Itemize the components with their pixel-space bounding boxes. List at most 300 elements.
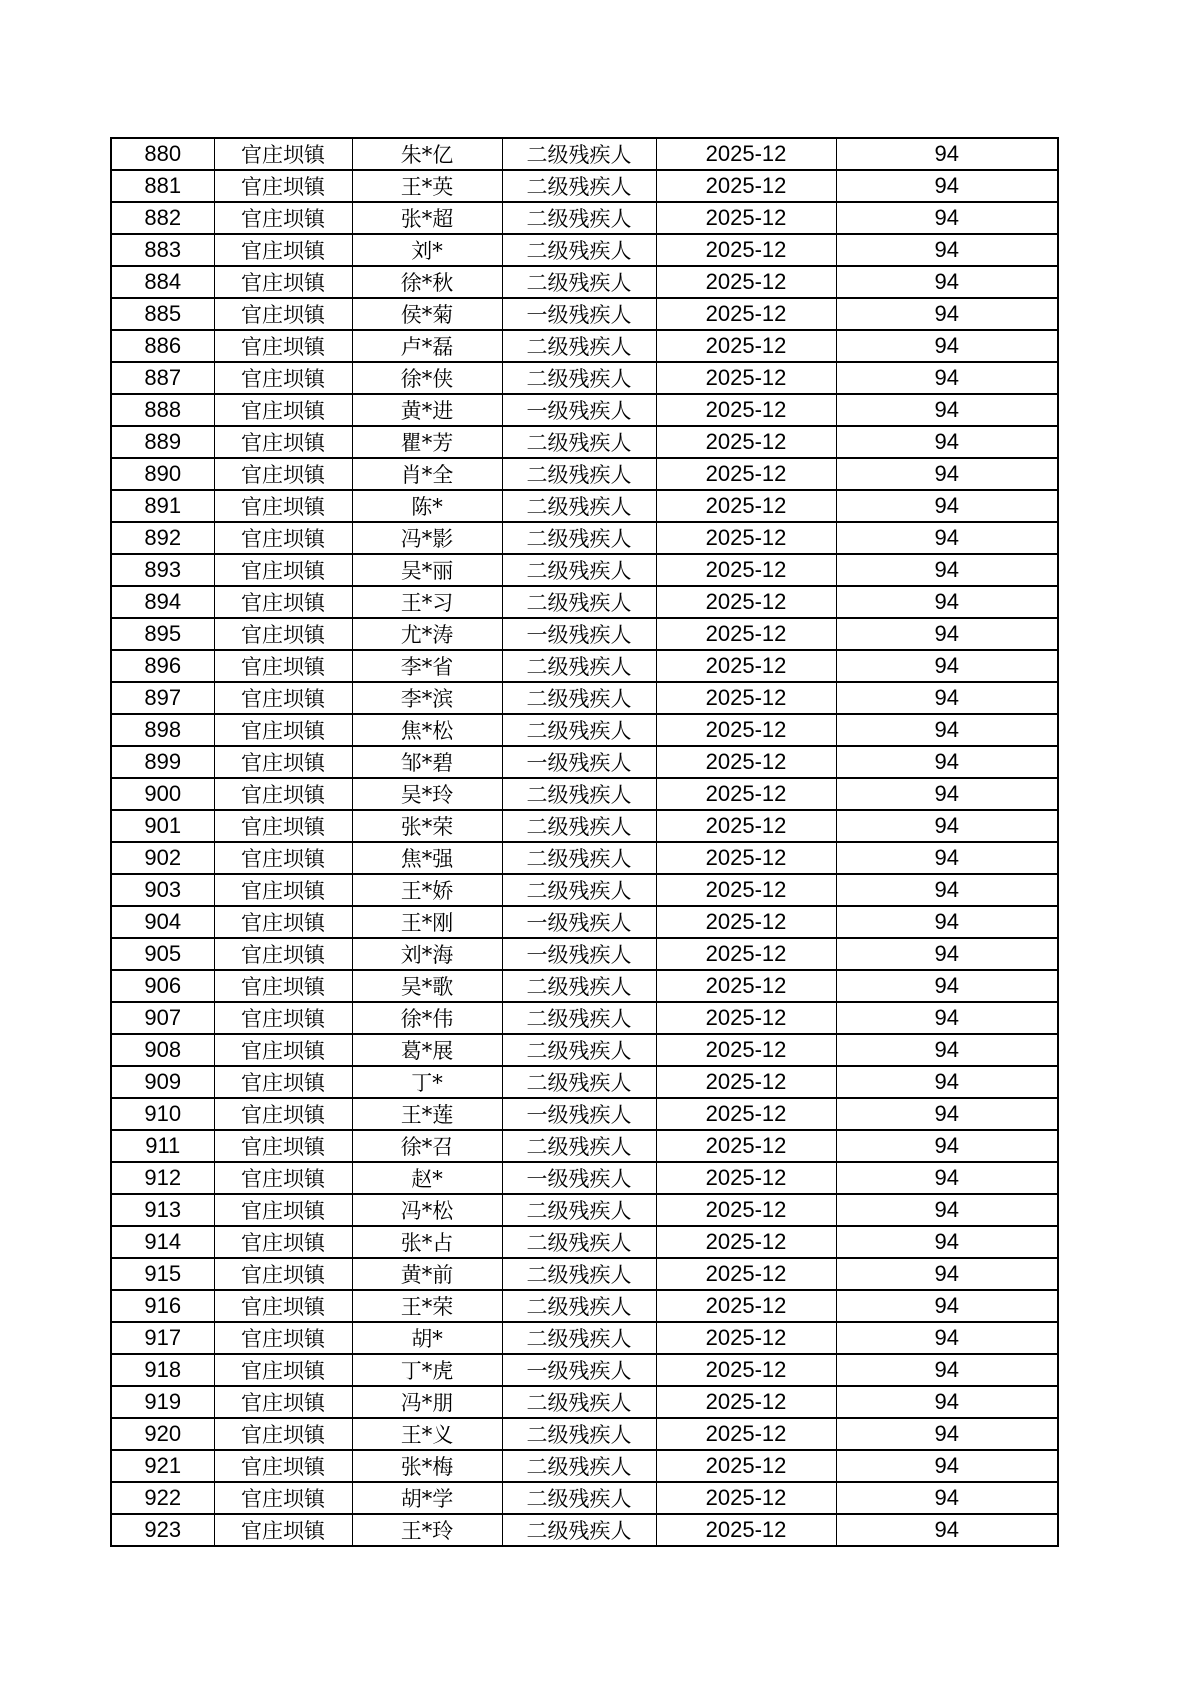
cell-month: 2025-12 xyxy=(656,426,836,458)
cell-masked-name: 冯*影 xyxy=(352,522,502,554)
cell-sequence-number: 889 xyxy=(111,426,214,458)
cell-sequence-number: 884 xyxy=(111,266,214,298)
table-row xyxy=(111,266,1058,298)
table-row xyxy=(111,1002,1058,1034)
cell-month: 2025-12 xyxy=(656,394,836,426)
cell-disability-level: 二级残疾人 xyxy=(502,810,656,842)
cell-amount: 94 xyxy=(836,1290,1058,1322)
cell-sequence-number: 914 xyxy=(111,1226,214,1258)
cell-amount: 94 xyxy=(836,970,1058,1002)
cell-sequence-number: 915 xyxy=(111,1258,214,1290)
cell-sequence-number: 906 xyxy=(111,970,214,1002)
cell-masked-name: 朱*亿 xyxy=(352,138,502,170)
cell-disability-level: 一级残疾人 xyxy=(502,938,656,970)
table-row xyxy=(111,1418,1058,1450)
cell-amount: 94 xyxy=(836,330,1058,362)
table-row xyxy=(111,714,1058,746)
cell-disability-level: 一级残疾人 xyxy=(502,394,656,426)
cell-amount: 94 xyxy=(836,490,1058,522)
cell-sequence-number: 893 xyxy=(111,554,214,586)
cell-month: 2025-12 xyxy=(656,458,836,490)
cell-amount: 94 xyxy=(836,298,1058,330)
table-row xyxy=(111,1034,1058,1066)
cell-masked-name: 邹*碧 xyxy=(352,746,502,778)
cell-disability-level: 二级残疾人 xyxy=(502,266,656,298)
cell-town: 官庄坝镇 xyxy=(214,1290,352,1322)
cell-masked-name: 赵* xyxy=(352,1162,502,1194)
table-row xyxy=(111,1386,1058,1418)
table-row xyxy=(111,522,1058,554)
cell-masked-name: 焦*松 xyxy=(352,714,502,746)
table-row xyxy=(111,1450,1058,1482)
cell-masked-name: 徐*侠 xyxy=(352,362,502,394)
cell-masked-name: 刘*海 xyxy=(352,938,502,970)
cell-month: 2025-12 xyxy=(656,1258,836,1290)
cell-amount: 94 xyxy=(836,714,1058,746)
cell-masked-name: 黄*进 xyxy=(352,394,502,426)
cell-town: 官庄坝镇 xyxy=(214,1034,352,1066)
cell-masked-name: 葛*展 xyxy=(352,1034,502,1066)
table-row xyxy=(111,1482,1058,1514)
cell-amount: 94 xyxy=(836,362,1058,394)
cell-disability-level: 二级残疾人 xyxy=(502,426,656,458)
cell-disability-level: 一级残疾人 xyxy=(502,618,656,650)
cell-month: 2025-12 xyxy=(656,170,836,202)
cell-amount: 94 xyxy=(836,906,1058,938)
cell-month: 2025-12 xyxy=(656,682,836,714)
cell-month: 2025-12 xyxy=(656,874,836,906)
cell-town: 官庄坝镇 xyxy=(214,618,352,650)
cell-disability-level: 二级残疾人 xyxy=(502,778,656,810)
table-row xyxy=(111,1226,1058,1258)
cell-disability-level: 二级残疾人 xyxy=(502,842,656,874)
cell-amount: 94 xyxy=(836,1194,1058,1226)
cell-month: 2025-12 xyxy=(656,1514,836,1546)
cell-sequence-number: 902 xyxy=(111,842,214,874)
table-row xyxy=(111,202,1058,234)
cell-amount: 94 xyxy=(836,170,1058,202)
cell-masked-name: 吴*歌 xyxy=(352,970,502,1002)
cell-month: 2025-12 xyxy=(656,1322,836,1354)
cell-town: 官庄坝镇 xyxy=(214,202,352,234)
cell-masked-name: 冯*朋 xyxy=(352,1386,502,1418)
cell-sequence-number: 896 xyxy=(111,650,214,682)
table-row xyxy=(111,138,1058,170)
cell-disability-level: 二级残疾人 xyxy=(502,1418,656,1450)
cell-month: 2025-12 xyxy=(656,1482,836,1514)
cell-masked-name: 王*娇 xyxy=(352,874,502,906)
cell-amount: 94 xyxy=(836,234,1058,266)
cell-town: 官庄坝镇 xyxy=(214,650,352,682)
cell-sequence-number: 901 xyxy=(111,810,214,842)
cell-amount: 94 xyxy=(836,394,1058,426)
cell-masked-name: 吴*丽 xyxy=(352,554,502,586)
table-row xyxy=(111,394,1058,426)
cell-masked-name: 陈* xyxy=(352,490,502,522)
cell-disability-level: 一级残疾人 xyxy=(502,298,656,330)
table-row xyxy=(111,778,1058,810)
cell-sequence-number: 907 xyxy=(111,1002,214,1034)
cell-sequence-number: 923 xyxy=(111,1514,214,1546)
cell-town: 官庄坝镇 xyxy=(214,906,352,938)
table-row xyxy=(111,490,1058,522)
cell-town: 官庄坝镇 xyxy=(214,522,352,554)
cell-amount: 94 xyxy=(836,266,1058,298)
cell-sequence-number: 890 xyxy=(111,458,214,490)
table-row xyxy=(111,170,1058,202)
cell-amount: 94 xyxy=(836,1226,1058,1258)
cell-disability-level: 二级残疾人 xyxy=(502,554,656,586)
cell-amount: 94 xyxy=(836,1482,1058,1514)
cell-amount: 94 xyxy=(836,1354,1058,1386)
cell-month: 2025-12 xyxy=(656,1354,836,1386)
cell-sequence-number: 905 xyxy=(111,938,214,970)
cell-town: 官庄坝镇 xyxy=(214,682,352,714)
cell-town: 官庄坝镇 xyxy=(214,170,352,202)
cell-disability-level: 二级残疾人 xyxy=(502,1034,656,1066)
cell-sequence-number: 920 xyxy=(111,1418,214,1450)
cell-town: 官庄坝镇 xyxy=(214,490,352,522)
cell-disability-level: 二级残疾人 xyxy=(502,650,656,682)
cell-disability-level: 二级残疾人 xyxy=(502,874,656,906)
cell-town: 官庄坝镇 xyxy=(214,1354,352,1386)
cell-sequence-number: 882 xyxy=(111,202,214,234)
table-row xyxy=(111,586,1058,618)
cell-masked-name: 张*梅 xyxy=(352,1450,502,1482)
cell-disability-level: 二级残疾人 xyxy=(502,1450,656,1482)
cell-amount: 94 xyxy=(836,522,1058,554)
cell-sequence-number: 881 xyxy=(111,170,214,202)
table-row xyxy=(111,810,1058,842)
cell-masked-name: 徐*召 xyxy=(352,1130,502,1162)
cell-sequence-number: 917 xyxy=(111,1322,214,1354)
table-row xyxy=(111,1066,1058,1098)
cell-sequence-number: 898 xyxy=(111,714,214,746)
cell-amount: 94 xyxy=(836,586,1058,618)
cell-town: 官庄坝镇 xyxy=(214,234,352,266)
cell-masked-name: 卢*磊 xyxy=(352,330,502,362)
cell-sequence-number: 918 xyxy=(111,1354,214,1386)
cell-sequence-number: 903 xyxy=(111,874,214,906)
table-row xyxy=(111,970,1058,1002)
cell-town: 官庄坝镇 xyxy=(214,1322,352,1354)
cell-disability-level: 二级残疾人 xyxy=(502,330,656,362)
cell-month: 2025-12 xyxy=(656,234,836,266)
cell-disability-level: 二级残疾人 xyxy=(502,1130,656,1162)
benefit-roster-table xyxy=(110,137,1059,1547)
cell-sequence-number: 913 xyxy=(111,1194,214,1226)
cell-amount: 94 xyxy=(836,1098,1058,1130)
cell-town: 官庄坝镇 xyxy=(214,362,352,394)
cell-masked-name: 王*玲 xyxy=(352,1514,502,1546)
cell-sequence-number: 892 xyxy=(111,522,214,554)
cell-month: 2025-12 xyxy=(656,362,836,394)
cell-sequence-number: 912 xyxy=(111,1162,214,1194)
table-row xyxy=(111,330,1058,362)
cell-month: 2025-12 xyxy=(656,522,836,554)
cell-amount: 94 xyxy=(836,938,1058,970)
table-row xyxy=(111,1322,1058,1354)
cell-sequence-number: 910 xyxy=(111,1098,214,1130)
cell-disability-level: 二级残疾人 xyxy=(502,138,656,170)
cell-sequence-number: 900 xyxy=(111,778,214,810)
cell-town: 官庄坝镇 xyxy=(214,554,352,586)
cell-amount: 94 xyxy=(836,1130,1058,1162)
cell-town: 官庄坝镇 xyxy=(214,746,352,778)
cell-masked-name: 丁* xyxy=(352,1066,502,1098)
cell-town: 官庄坝镇 xyxy=(214,1514,352,1546)
cell-town: 官庄坝镇 xyxy=(214,1098,352,1130)
cell-town: 官庄坝镇 xyxy=(214,1418,352,1450)
cell-town: 官庄坝镇 xyxy=(214,938,352,970)
cell-month: 2025-12 xyxy=(656,938,836,970)
cell-disability-level: 一级残疾人 xyxy=(502,746,656,778)
table-row xyxy=(111,1514,1058,1546)
cell-masked-name: 徐*秋 xyxy=(352,266,502,298)
cell-disability-level: 二级残疾人 xyxy=(502,1290,656,1322)
cell-town: 官庄坝镇 xyxy=(214,138,352,170)
cell-masked-name: 徐*伟 xyxy=(352,1002,502,1034)
cell-sequence-number: 904 xyxy=(111,906,214,938)
cell-amount: 94 xyxy=(836,1066,1058,1098)
cell-amount: 94 xyxy=(836,1002,1058,1034)
cell-month: 2025-12 xyxy=(656,1386,836,1418)
cell-masked-name: 黄*前 xyxy=(352,1258,502,1290)
cell-town: 官庄坝镇 xyxy=(214,810,352,842)
cell-sequence-number: 909 xyxy=(111,1066,214,1098)
cell-town: 官庄坝镇 xyxy=(214,1386,352,1418)
table-row xyxy=(111,906,1058,938)
cell-masked-name: 李*滨 xyxy=(352,682,502,714)
cell-disability-level: 一级残疾人 xyxy=(502,1354,656,1386)
cell-month: 2025-12 xyxy=(656,1226,836,1258)
cell-month: 2025-12 xyxy=(656,1450,836,1482)
table-row xyxy=(111,1098,1058,1130)
table-row xyxy=(111,362,1058,394)
cell-sequence-number: 891 xyxy=(111,490,214,522)
cell-masked-name: 侯*菊 xyxy=(352,298,502,330)
cell-masked-name: 吴*玲 xyxy=(352,778,502,810)
cell-town: 官庄坝镇 xyxy=(214,778,352,810)
cell-sequence-number: 894 xyxy=(111,586,214,618)
table-row xyxy=(111,650,1058,682)
cell-town: 官庄坝镇 xyxy=(214,1482,352,1514)
cell-sequence-number: 883 xyxy=(111,234,214,266)
table-row xyxy=(111,426,1058,458)
cell-disability-level: 二级残疾人 xyxy=(502,1194,656,1226)
cell-sequence-number: 888 xyxy=(111,394,214,426)
table-row xyxy=(111,746,1058,778)
table-row xyxy=(111,234,1058,266)
cell-town: 官庄坝镇 xyxy=(214,298,352,330)
cell-town: 官庄坝镇 xyxy=(214,586,352,618)
cell-month: 2025-12 xyxy=(656,138,836,170)
cell-month: 2025-12 xyxy=(656,618,836,650)
cell-amount: 94 xyxy=(836,1386,1058,1418)
cell-sequence-number: 916 xyxy=(111,1290,214,1322)
cell-month: 2025-12 xyxy=(656,810,836,842)
table-row xyxy=(111,938,1058,970)
cell-amount: 94 xyxy=(836,202,1058,234)
cell-masked-name: 胡*学 xyxy=(352,1482,502,1514)
cell-month: 2025-12 xyxy=(656,586,836,618)
cell-amount: 94 xyxy=(836,778,1058,810)
cell-month: 2025-12 xyxy=(656,1194,836,1226)
cell-town: 官庄坝镇 xyxy=(214,714,352,746)
cell-town: 官庄坝镇 xyxy=(214,1162,352,1194)
cell-amount: 94 xyxy=(836,1034,1058,1066)
cell-month: 2025-12 xyxy=(656,1130,836,1162)
cell-masked-name: 冯*松 xyxy=(352,1194,502,1226)
cell-disability-level: 二级残疾人 xyxy=(502,522,656,554)
table-row xyxy=(111,842,1058,874)
cell-amount: 94 xyxy=(836,810,1058,842)
cell-month: 2025-12 xyxy=(656,746,836,778)
cell-sequence-number: 895 xyxy=(111,618,214,650)
cell-sequence-number: 908 xyxy=(111,1034,214,1066)
cell-month: 2025-12 xyxy=(656,298,836,330)
table-row xyxy=(111,1194,1058,1226)
cell-town: 官庄坝镇 xyxy=(214,874,352,906)
cell-disability-level: 二级残疾人 xyxy=(502,202,656,234)
cell-town: 官庄坝镇 xyxy=(214,1130,352,1162)
cell-disability-level: 一级残疾人 xyxy=(502,906,656,938)
cell-disability-level: 二级残疾人 xyxy=(502,1002,656,1034)
table-row xyxy=(111,874,1058,906)
cell-amount: 94 xyxy=(836,138,1058,170)
table-body xyxy=(111,138,1058,1546)
cell-town: 官庄坝镇 xyxy=(214,1226,352,1258)
cell-month: 2025-12 xyxy=(656,842,836,874)
cell-month: 2025-12 xyxy=(656,1098,836,1130)
cell-masked-name: 王*荣 xyxy=(352,1290,502,1322)
cell-month: 2025-12 xyxy=(656,490,836,522)
cell-sequence-number: 885 xyxy=(111,298,214,330)
cell-month: 2025-12 xyxy=(656,1002,836,1034)
cell-town: 官庄坝镇 xyxy=(214,1194,352,1226)
cell-town: 官庄坝镇 xyxy=(214,1002,352,1034)
table-row xyxy=(111,1258,1058,1290)
table-row xyxy=(111,1290,1058,1322)
cell-disability-level: 二级残疾人 xyxy=(502,234,656,266)
cell-amount: 94 xyxy=(836,1162,1058,1194)
cell-month: 2025-12 xyxy=(656,778,836,810)
cell-disability-level: 二级残疾人 xyxy=(502,682,656,714)
cell-masked-name: 王*刚 xyxy=(352,906,502,938)
cell-masked-name: 刘* xyxy=(352,234,502,266)
cell-masked-name: 张*荣 xyxy=(352,810,502,842)
cell-town: 官庄坝镇 xyxy=(214,266,352,298)
cell-amount: 94 xyxy=(836,618,1058,650)
cell-masked-name: 李*省 xyxy=(352,650,502,682)
cell-town: 官庄坝镇 xyxy=(214,458,352,490)
cell-town: 官庄坝镇 xyxy=(214,1066,352,1098)
cell-masked-name: 瞿*芳 xyxy=(352,426,502,458)
cell-amount: 94 xyxy=(836,1450,1058,1482)
cell-sequence-number: 911 xyxy=(111,1130,214,1162)
cell-disability-level: 二级残疾人 xyxy=(502,362,656,394)
cell-disability-level: 二级残疾人 xyxy=(502,1226,656,1258)
table-row xyxy=(111,682,1058,714)
cell-disability-level: 二级残疾人 xyxy=(502,586,656,618)
cell-town: 官庄坝镇 xyxy=(214,970,352,1002)
cell-amount: 94 xyxy=(836,842,1058,874)
cell-masked-name: 张*超 xyxy=(352,202,502,234)
cell-amount: 94 xyxy=(836,746,1058,778)
cell-masked-name: 张*占 xyxy=(352,1226,502,1258)
cell-month: 2025-12 xyxy=(656,202,836,234)
cell-amount: 94 xyxy=(836,1418,1058,1450)
cell-month: 2025-12 xyxy=(656,1034,836,1066)
table-row xyxy=(111,1130,1058,1162)
cell-disability-level: 二级残疾人 xyxy=(502,714,656,746)
table-row xyxy=(111,618,1058,650)
cell-month: 2025-12 xyxy=(656,714,836,746)
cell-town: 官庄坝镇 xyxy=(214,1258,352,1290)
cell-disability-level: 二级残疾人 xyxy=(502,458,656,490)
cell-sequence-number: 921 xyxy=(111,1450,214,1482)
cell-month: 2025-12 xyxy=(656,1418,836,1450)
cell-town: 官庄坝镇 xyxy=(214,330,352,362)
cell-disability-level: 二级残疾人 xyxy=(502,1386,656,1418)
cell-disability-level: 二级残疾人 xyxy=(502,970,656,1002)
cell-disability-level: 二级残疾人 xyxy=(502,1322,656,1354)
cell-disability-level: 二级残疾人 xyxy=(502,1066,656,1098)
cell-month: 2025-12 xyxy=(656,1290,836,1322)
cell-town: 官庄坝镇 xyxy=(214,426,352,458)
cell-sequence-number: 886 xyxy=(111,330,214,362)
cell-disability-level: 二级残疾人 xyxy=(502,1258,656,1290)
cell-disability-level: 二级残疾人 xyxy=(502,490,656,522)
cell-amount: 94 xyxy=(836,650,1058,682)
cell-amount: 94 xyxy=(836,1322,1058,1354)
cell-sequence-number: 922 xyxy=(111,1482,214,1514)
cell-sequence-number: 887 xyxy=(111,362,214,394)
cell-masked-name: 王*习 xyxy=(352,586,502,618)
cell-town: 官庄坝镇 xyxy=(214,1450,352,1482)
cell-disability-level: 二级残疾人 xyxy=(502,1482,656,1514)
cell-masked-name: 焦*强 xyxy=(352,842,502,874)
cell-month: 2025-12 xyxy=(656,330,836,362)
cell-masked-name: 胡* xyxy=(352,1322,502,1354)
table-row xyxy=(111,1354,1058,1386)
cell-month: 2025-12 xyxy=(656,906,836,938)
cell-masked-name: 王*英 xyxy=(352,170,502,202)
cell-amount: 94 xyxy=(836,554,1058,586)
cell-masked-name: 肖*全 xyxy=(352,458,502,490)
cell-masked-name: 丁*虎 xyxy=(352,1354,502,1386)
cell-sequence-number: 897 xyxy=(111,682,214,714)
cell-disability-level: 二级残疾人 xyxy=(502,1514,656,1546)
cell-amount: 94 xyxy=(836,458,1058,490)
cell-amount: 94 xyxy=(836,682,1058,714)
cell-disability-level: 一级残疾人 xyxy=(502,1098,656,1130)
cell-amount: 94 xyxy=(836,1514,1058,1546)
cell-month: 2025-12 xyxy=(656,1162,836,1194)
cell-town: 官庄坝镇 xyxy=(214,842,352,874)
cell-month: 2025-12 xyxy=(656,554,836,586)
cell-masked-name: 王*莲 xyxy=(352,1098,502,1130)
cell-month: 2025-12 xyxy=(656,970,836,1002)
cell-month: 2025-12 xyxy=(656,1066,836,1098)
cell-disability-level: 二级残疾人 xyxy=(502,170,656,202)
cell-sequence-number: 919 xyxy=(111,1386,214,1418)
cell-amount: 94 xyxy=(836,426,1058,458)
cell-amount: 94 xyxy=(836,874,1058,906)
cell-town: 官庄坝镇 xyxy=(214,394,352,426)
cell-masked-name: 王*义 xyxy=(352,1418,502,1450)
table-row xyxy=(111,458,1058,490)
